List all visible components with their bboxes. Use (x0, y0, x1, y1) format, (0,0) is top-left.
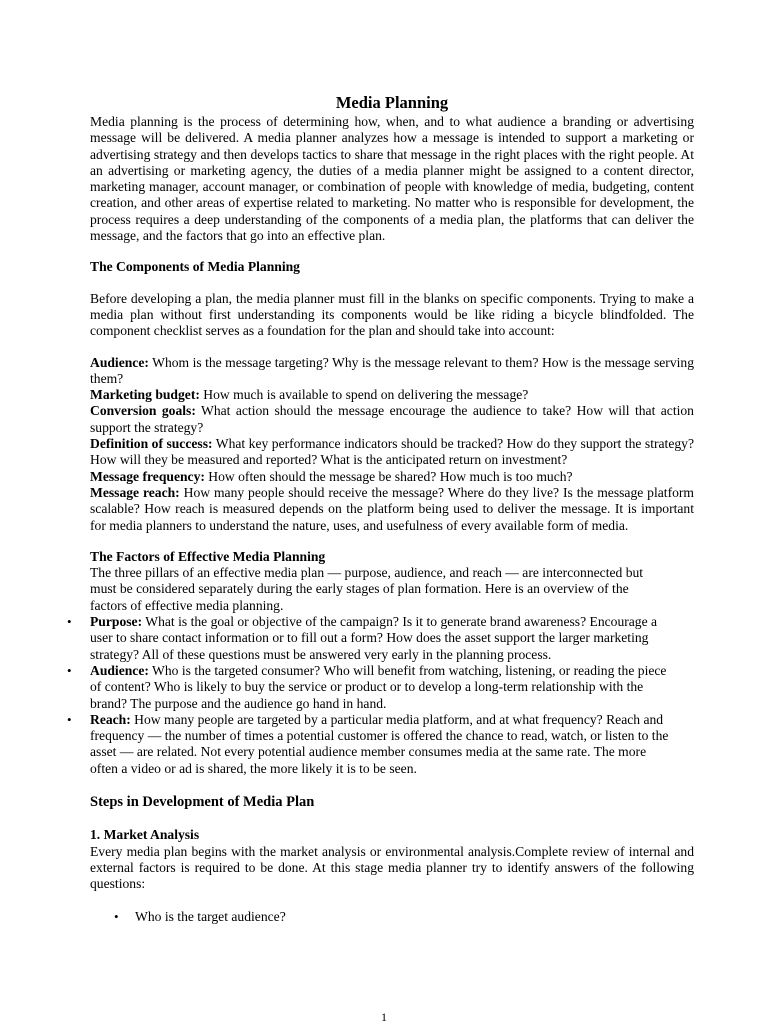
components-heading: The Components of Media Planning (90, 259, 300, 275)
factors-intro: The three pillars of an effective media plan — purpose, audience, and reach — are interconnected but must be considered separately during the early stages of plan formation. Here is an overview of the factors of effective media planning. (90, 565, 644, 613)
list-item (67, 662, 670, 712)
component-label: Message reach: (90, 484, 180, 500)
page-title: Media Planning (335, 93, 449, 112)
question-text: Who is the target audience? (135, 909, 286, 925)
factor-text: How many people are targeted by a particular media platform, and at what frequency? Reach and frequency — the number of times a potential customer is offered the chance to read, watch, or listen to the asset — are related. Not every potential audience member consumes media at the same rate. The more often a video or ad is shared, the more likely it is to be seen. (90, 711, 669, 776)
component-label: Audience: (90, 354, 149, 370)
component-text: How often should the message be shared? How much is too much? (204, 468, 573, 484)
component-item (90, 436, 694, 469)
factor-label: Audience: (90, 662, 149, 678)
component-item (90, 403, 694, 436)
factors-list (67, 614, 670, 777)
list-item (67, 614, 670, 663)
component-label: Definition of success: (90, 436, 213, 452)
bullet-icon: • (114, 909, 119, 925)
list-item (90, 909, 694, 925)
component-item (90, 355, 694, 388)
market-analysis-text: Every media plan begins with the market analysis or environmental analysis.Complete review of internal and external factors is required to be done. At this stage media planner try to identify answers of the following questions: (90, 843, 694, 892)
market-analysis-heading: 1. Market Analysis (90, 827, 200, 843)
page-number: 1 (381, 1010, 387, 1024)
component-text: How much is available to spend on delivering the message? (199, 387, 529, 403)
component-label: Message frequency: (90, 468, 205, 484)
bullet-icon: • (67, 711, 72, 727)
factor-label: Reach: (90, 711, 131, 727)
component-item (90, 387, 694, 403)
factors-heading: The Factors of Effective Media Planning (90, 548, 326, 564)
list-item (67, 711, 670, 777)
factor-text: Who is the targeted consumer? Who will benefit from watching, listening, or reading the piece of content? Who is likely to buy the service or product or to develop a long-term relationship with the brand? The purpose and the audience go hand in hand. (90, 662, 667, 711)
component-label: Conversion goals: (90, 403, 196, 419)
factor-text: What is the goal or objective of the campaign? Is it to generate brand awareness? Encourage a user to share contact information or to fill out a form? How does the asset support the larger marketing strategy? All of these questions must be answered very early in the planning process. (90, 614, 658, 662)
component-item (90, 469, 694, 485)
component-text: How many people should receive the message? Where do they live? Is the message platform scalable? How reach is measured depends on the platform being used to deliver the message. It is important for media planners to understand the nature, uses, and usefulness of every available form of media. (90, 484, 694, 533)
component-item (90, 485, 694, 534)
factor-label: Purpose: (90, 614, 143, 630)
components-intro: Before developing a plan, the media planner must fill in the blanks on specific components. Trying to make a media plan without first understanding its components would be like riding a bicycle blindfolded. The component checklist serves as a foundation for the plan and should take into account: (90, 290, 694, 339)
questions-list (90, 909, 694, 925)
steps-heading: Steps in Development of Media Plan (90, 793, 315, 810)
document-body (67, 93, 694, 926)
component-text: What action should the message encourage the audience to take? How will that action support the strategy? (90, 403, 694, 435)
components-list (90, 355, 694, 534)
bullet-icon: • (67, 662, 72, 678)
component-text: What key performance indicators should be tracked? How do they support the strategy? How will they be measured and reported? What is the anticipated return on investment? (90, 436, 694, 468)
component-text: Whom is the message targeting? Why is the message relevant to them? How is the message serving them? (90, 354, 694, 386)
component-label: Marketing budget: (90, 387, 200, 403)
bullet-icon: • (67, 614, 72, 630)
intro-paragraph: Media planning is the process of determining how, when, and to what audience a branding or advertising message will be delivered. A media planner analyzes how a message is intended to support a marketing or advertising strategy and then develops tactics to share that message in the right places with the right people. At an advertising or marketing agency, the duties of a media planner might be assigned to a content director, marketing manager, account manager, or combination of people with knowledge of media, budgeting, content creation, and other areas of expertise related to marketing. No matter who is responsible for development, the process requires a deep understanding of the components of a media plan, the platforms that can deliver the message, and the factors that go into an effective plan. (90, 114, 694, 244)
